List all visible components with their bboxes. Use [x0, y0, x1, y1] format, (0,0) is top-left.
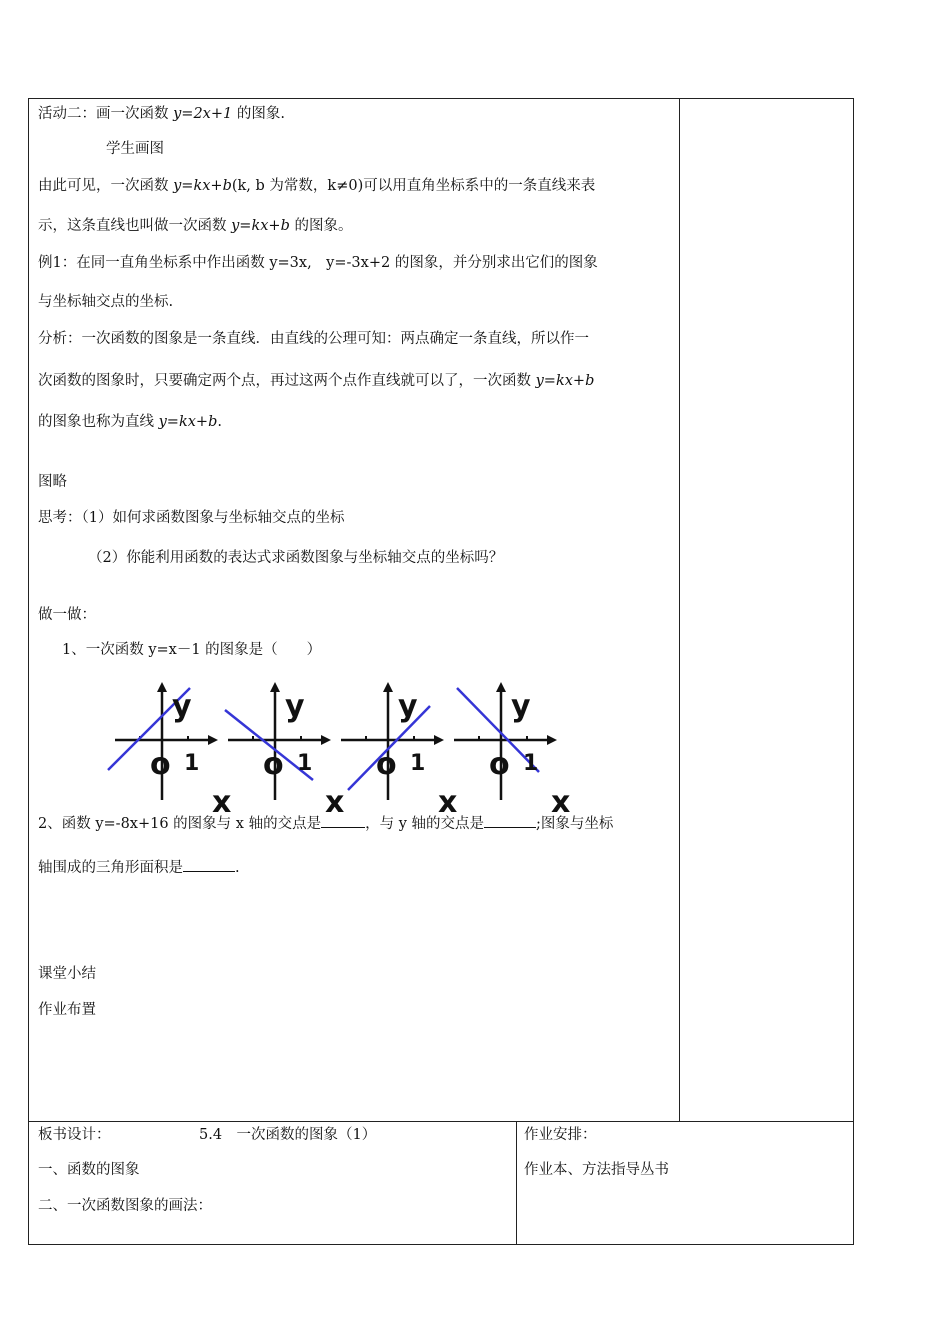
y-label-1: y [172, 689, 192, 724]
analysis-line2: 次函数的图象时，只要确定两个点，再过这两个点作直线就可以了，一次函数 y=kx+b [38, 373, 595, 389]
homework-label: 作业安排： [524, 1127, 597, 1143]
think-question2: （2）你能利用函数的表达式求函数图象与坐标轴交点的坐标吗？ [88, 550, 504, 566]
conclusion-line1: 由此可见，一次函数 y=kx+b(k, b 为常数，k≠0)可以用直角坐标系中的一条直线来表 [38, 178, 596, 194]
try-it-heading: 做一做： [38, 607, 96, 623]
figure-omitted: 图略 [38, 474, 67, 490]
x-axis-arrow-3 [434, 735, 444, 745]
example1-line2: 与坐标轴交点的坐标. [38, 294, 174, 310]
exercise1: 1、一次函数 y=x－1 的图象是（ ） [62, 642, 322, 658]
x-axis-arrow-1 [208, 735, 218, 745]
exercise2-line1: 2、函数 y=-8x+16 的图象与 x 轴的交点是 ，与 y 轴的交点是 ;图象与坐标 [38, 813, 613, 834]
one-label-2: 1 [297, 751, 313, 776]
y-label-4: y [511, 689, 531, 724]
student-draw: 学生画图 [106, 141, 164, 157]
example1-line1: 例1：在同一直角坐标系中作出函数 y=3x, y=-3x+2 的图象，并分别求出它们的图象 [38, 255, 598, 271]
analysis-line3: 的图象也称为直线 y=kx+b. [38, 414, 222, 430]
x-axis-arrow-4 [547, 735, 557, 745]
y-label-3: y [398, 689, 418, 724]
board-item-2: 二、一次函数图象的画法： [38, 1198, 212, 1214]
homework-assign: 作业布置 [38, 1002, 96, 1018]
x-label-3: x [438, 785, 458, 820]
y-axis-arrow-2 [270, 682, 280, 692]
one-label-1: 1 [184, 751, 200, 776]
origin-label-2: o [263, 747, 284, 782]
exercise2-line2: 轴围成的三角形面积是 . [38, 857, 240, 878]
y-axis-arrow-1 [157, 682, 167, 692]
class-summary: 课堂小结 [38, 966, 96, 982]
answer-blank-area[interactable] [183, 857, 235, 872]
x-axis-arrow-2 [321, 735, 331, 745]
origin-label-1: o [150, 747, 171, 782]
analysis-line1: 分析：一次函数的图象是一条直线．由直线的公理可知：两点确定一条直线，所以作一 [38, 331, 589, 347]
board-item-1: 一、函数的图象 [38, 1162, 140, 1178]
think-question1: 思考：（1）如何求函数图象与坐标轴交点的坐标 [38, 510, 345, 526]
board-design-title: 5.4 一次函数的图象（1） [199, 1127, 377, 1143]
lesson-table [28, 98, 854, 1122]
answer-blank-y-intercept[interactable] [484, 813, 536, 828]
board-design-table [28, 1121, 854, 1245]
y-axis-arrow-4 [496, 682, 506, 692]
table-column-divider [516, 1122, 517, 1244]
x-label-1: x [212, 785, 232, 820]
answer-graphs [100, 680, 580, 820]
one-label-3: 1 [410, 751, 426, 776]
activity2-line: 活动二：画一次函数 y=2x+1 的图象. [38, 106, 285, 122]
one-label-4: 1 [523, 751, 539, 776]
conclusion-line2: 示，这条直线也叫做一次函数 y=kx+b 的图象。 [38, 218, 353, 234]
y-label-2: y [285, 689, 305, 724]
table-column-divider [679, 99, 680, 1121]
homework-content: 作业本、方法指导丛书 [524, 1162, 669, 1178]
origin-label-4: o [489, 747, 510, 782]
y-axis-arrow-3 [383, 682, 393, 692]
x-label-2: x [325, 785, 345, 820]
answer-blank-x-intercept[interactable] [321, 813, 365, 828]
x-label-4: x [551, 785, 571, 820]
origin-label-3: o [376, 747, 397, 782]
board-design-label: 板书设计： [38, 1127, 111, 1143]
